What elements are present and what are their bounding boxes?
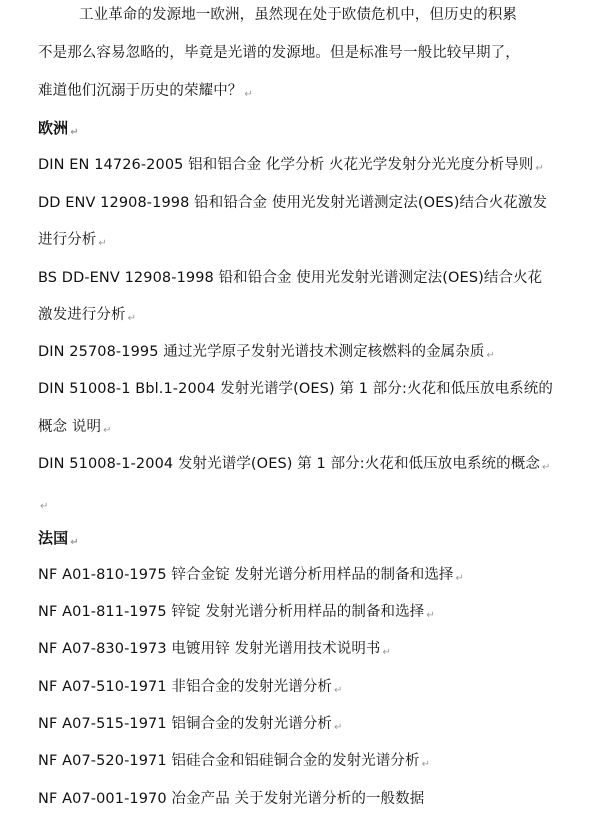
paragraph-mark-icon: ↵: [486, 350, 495, 361]
paragraph-mark-icon: ↵: [535, 163, 544, 174]
europe-entry-5-line-1: DIN 51008-1 Bbl.1-2004 发射光谱学(OES) 第 1 部分:火花和低压放电系统的: [38, 381, 553, 397]
paragraph-mark-icon: ↵: [334, 685, 343, 696]
europe-entry-3-line-2: 激发进行分析 ↵: [38, 307, 137, 324]
europe-entry-5-line-2: 概念 说明 ↵: [38, 419, 112, 436]
france-entry-4: NF A07-510-1971 非铝合金的发射光谱分析 ↵: [38, 679, 343, 696]
paragraph-mark-icon: ↵: [334, 722, 343, 733]
intro-line-2: 不是那么容易忽略的，毕竟是光谱的发源地。但是标准号一般比较早期了，: [38, 45, 520, 61]
europe-entry-3-line-1: BS DD-ENV 12908-1998 铅和铅合金 使用光发射光谱测定法(OES)结合火花: [38, 270, 543, 286]
paragraph-mark-icon: ↵: [541, 462, 551, 473]
paragraph-mark-icon: ↵: [244, 89, 253, 100]
europe-entry-2-line-1: DD ENV 12908-1998 铅和铅合金 使用光发射光谱测定法(OES)结合火花激发: [38, 195, 548, 211]
france-heading: 法国 ↵: [38, 529, 79, 548]
paragraph-mark-icon: ↵: [426, 610, 435, 621]
paragraph-mark-icon: ↵: [98, 238, 107, 249]
intro-line-1: 工业革命的发源地一欧洲，虽然现在处于欧债危机中，但历史的积累: [79, 7, 517, 23]
europe-entry-2-line-2: 进行分析 ↵: [38, 232, 107, 249]
paragraph-mark-icon: ↵: [382, 647, 392, 658]
paragraph-mark-icon: ↵: [70, 127, 79, 138]
paragraph-mark-icon: ↵: [127, 313, 137, 324]
paragraph-mark-icon: ↵: [40, 501, 49, 512]
europe-entry-1: DIN EN 14726-2005 铝和铝合金 化学分析 火花光学发射分光光度分析导则 ↵: [38, 157, 544, 174]
france-entry-1: NF A01-810-1975 锌合金锭 发射光谱分析用样品的制备和选择 ↵: [38, 567, 465, 584]
paragraph-mark-icon: ↵: [103, 425, 112, 436]
paragraph-mark-icon: ↵: [421, 759, 431, 770]
france-entry-7: NF A07-001-1970 冶金产品 关于发射光谱分析的一般数据: [38, 791, 425, 807]
paragraph-mark-icon: ↵: [70, 537, 79, 548]
europe-entry-6: DIN 51008-1-2004 发射光谱学(OES) 第 1 部分:火花和低压放电系统的概念 ↵: [38, 456, 551, 473]
france-entry-2: NF A01-811-1975 锌锭 发射光谱分析用样品的制备和选择 ↵: [38, 604, 435, 621]
france-entry-6: NF A07-520-1971 铝硅合金和铝硅铜合金的发射光谱分析 ↵: [38, 753, 431, 770]
paragraph-mark-icon: ↵: [455, 573, 465, 584]
europe-entry-4: DIN 25708-1995 通过光学原子发射光谱技术测定核燃料的金属杂质 ↵: [38, 344, 495, 361]
intro-line-3: 难道他们沉溺于历史的荣耀中？ ↵: [38, 83, 253, 100]
france-entry-5: NF A07-515-1971 铝铜合金的发射光谱分析 ↵: [38, 716, 343, 733]
france-entry-3: NF A07-830-1973 电镀用锌 发射光谱用技术说明书 ↵: [38, 641, 392, 658]
empty-paragraph: [38, 492, 48, 512]
europe-heading: 欧洲 ↵: [38, 119, 79, 138]
